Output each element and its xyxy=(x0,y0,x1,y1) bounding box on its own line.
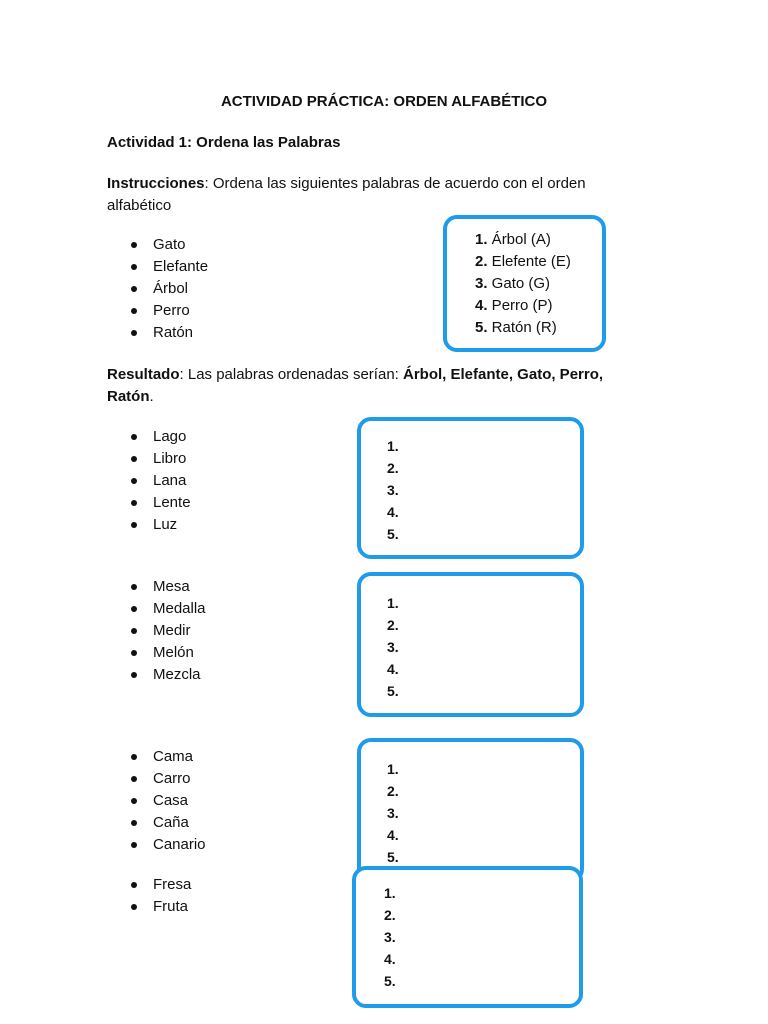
bullet-icon xyxy=(131,500,137,506)
answer-slot[interactable]: 3. xyxy=(387,482,399,498)
result-ordered: Árbol, Elefante, Gato, Perro, Ratón xyxy=(107,366,604,405)
answer-slot[interactable]: 3. xyxy=(387,805,399,821)
result-label: Resultado xyxy=(107,366,180,383)
exercise-1-answer-box[interactable] xyxy=(357,417,584,559)
list-item: 4. Perro (P) xyxy=(475,297,553,314)
bullet-icon xyxy=(131,308,137,314)
answer-slot[interactable]: 2. xyxy=(387,617,399,633)
bullet-icon xyxy=(131,522,137,528)
list-item: Gato xyxy=(107,234,208,256)
list-item: Melón xyxy=(107,642,206,664)
list-item: Fresa xyxy=(107,874,191,896)
list-item: Mezcla xyxy=(107,664,206,686)
bullet-icon xyxy=(131,754,137,760)
answer-slot[interactable]: 1. xyxy=(387,438,399,454)
instructions-text: : Ordena las siguientes palabras de acuerdo con el orden alfabético xyxy=(107,175,586,214)
list-item: Ratón xyxy=(107,322,208,344)
answer-slot[interactable]: 1. xyxy=(387,761,399,777)
instructions-paragraph xyxy=(107,173,627,217)
list-item: Cama xyxy=(107,746,206,768)
bullet-icon xyxy=(131,904,137,910)
list-item: 1. Árbol (A) xyxy=(475,231,551,248)
bullet-icon xyxy=(131,672,137,678)
list-item: Casa xyxy=(107,790,206,812)
answer-slot[interactable]: 3. xyxy=(384,929,396,945)
answer-slot[interactable]: 4. xyxy=(387,504,399,520)
result-text: : Las palabras ordenadas serían: xyxy=(179,366,403,383)
list-item: Lago xyxy=(107,426,191,448)
exercise-3-word-list xyxy=(107,746,206,856)
activity-heading: Actividad 1: Ordena las Palabras xyxy=(107,134,341,151)
answer-slot[interactable]: 2. xyxy=(387,783,399,799)
bullet-icon xyxy=(131,650,137,656)
list-item: 3. Gato (G) xyxy=(475,275,551,292)
bullet-icon xyxy=(131,798,137,804)
list-item: Carro xyxy=(107,768,206,790)
bullet-icon xyxy=(131,242,137,248)
list-item: Perro xyxy=(107,300,208,322)
exercise-2-word-list xyxy=(107,576,206,686)
exercise-2-answer-box[interactable] xyxy=(357,572,584,717)
answer-slot[interactable]: 1. xyxy=(387,595,399,611)
list-item: Lente xyxy=(107,492,191,514)
exercise-1-word-list xyxy=(107,426,191,536)
list-item: Medalla xyxy=(107,598,206,620)
answer-slot[interactable]: 5. xyxy=(387,526,399,542)
list-item: 2. Elefente (E) xyxy=(475,253,571,270)
list-item: Fruta xyxy=(107,896,191,918)
bullet-icon xyxy=(131,478,137,484)
bullet-icon xyxy=(131,286,137,292)
list-item: Elefante xyxy=(107,256,208,278)
instructions-label: Instrucciones xyxy=(107,175,205,192)
bullet-icon xyxy=(131,628,137,634)
bullet-icon xyxy=(131,606,137,612)
answer-slot[interactable]: 2. xyxy=(387,460,399,476)
answer-slot[interactable]: 5. xyxy=(384,973,396,989)
bullet-icon xyxy=(131,820,137,826)
page-title: ACTIVIDAD PRÁCTICA: ORDEN ALFABÉTICO xyxy=(220,93,548,110)
bullet-icon xyxy=(131,456,137,462)
example-answer-box xyxy=(443,215,606,352)
example-word-list xyxy=(107,234,208,344)
exercise-4-answer-box[interactable] xyxy=(352,866,583,1008)
list-item: Canario xyxy=(107,834,206,856)
bullet-icon xyxy=(131,434,137,440)
list-item: Caña xyxy=(107,812,206,834)
exercise-4-word-list xyxy=(107,874,191,918)
bullet-icon xyxy=(131,330,137,336)
list-item: Mesa xyxy=(107,576,206,598)
list-item: 5. Ratón (R) xyxy=(475,319,557,336)
list-item: Árbol xyxy=(107,278,208,300)
answer-slot[interactable]: 3. xyxy=(387,639,399,655)
list-item: Luz xyxy=(107,514,191,536)
list-item: Lana xyxy=(107,470,191,492)
answer-slot[interactable]: 5. xyxy=(387,683,399,699)
answer-slot[interactable]: 4. xyxy=(387,827,399,843)
list-item: Libro xyxy=(107,448,191,470)
exercise-3-answer-box[interactable] xyxy=(357,738,584,883)
bullet-icon xyxy=(131,882,137,888)
answer-slot[interactable]: 2. xyxy=(384,907,396,923)
answer-slot[interactable]: 1. xyxy=(384,885,396,901)
exercise-3-answer-box-clip xyxy=(357,738,584,865)
bullet-icon xyxy=(131,584,137,590)
bullet-icon xyxy=(131,776,137,782)
answer-slot[interactable]: 4. xyxy=(387,661,399,677)
answer-slot[interactable]: 4. xyxy=(384,951,396,967)
answer-slot[interactable]: 5. xyxy=(387,849,399,865)
bullet-icon xyxy=(131,842,137,848)
bullet-icon xyxy=(131,264,137,270)
result-paragraph: Resultado: Las palabras ordenadas serían: Árbol, Elefante, Gato, Perro, Ratón. xyxy=(107,366,604,405)
list-item: Medir xyxy=(107,620,206,642)
